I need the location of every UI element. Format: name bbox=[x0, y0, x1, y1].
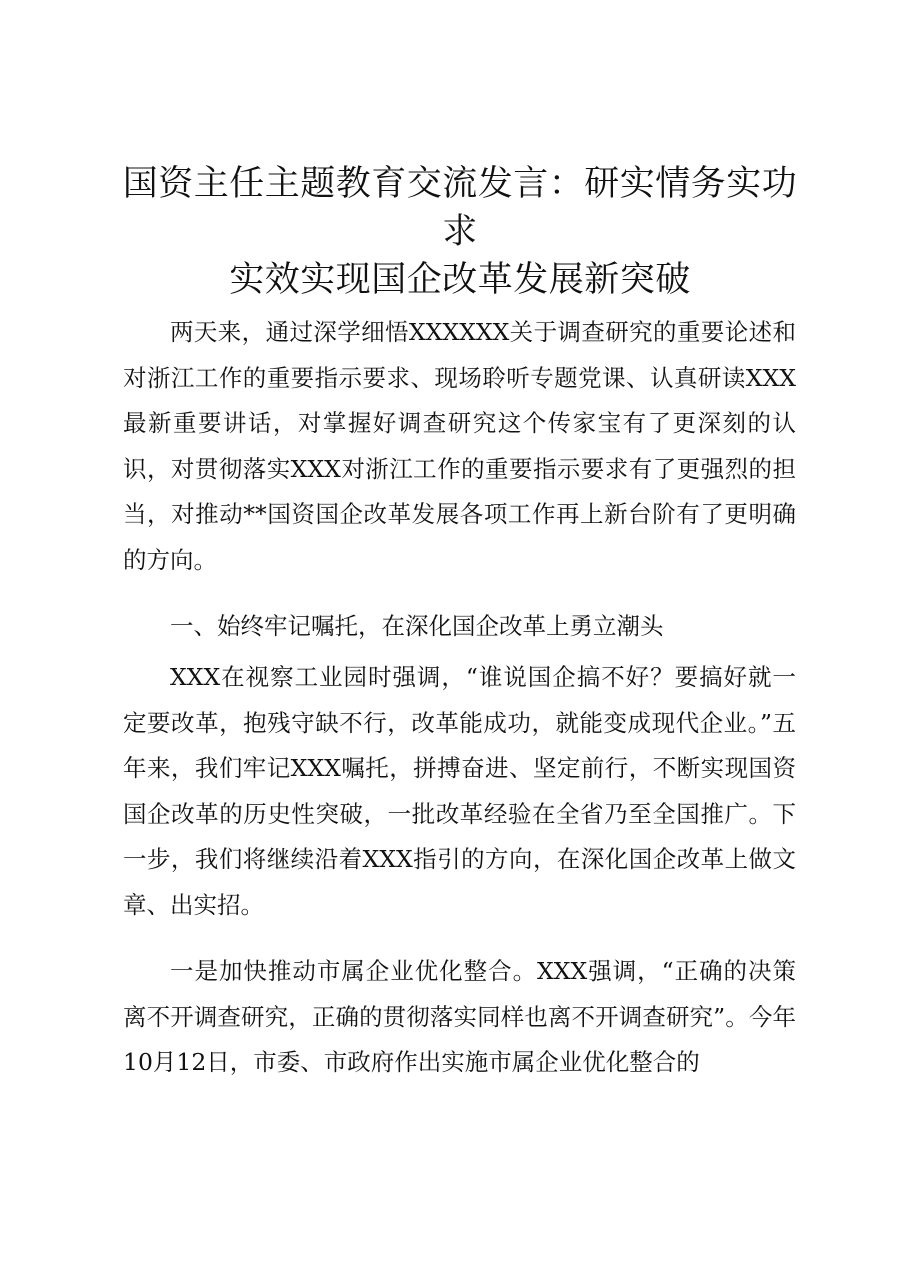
point-1-paragraph: 一是加快推动市属企业优化整合。XXX强调，“正确的决策离不开调查研究，正确的贯彻落实同样也离不开调查研究”。今年10月12日，市委、市政府作出实施市属企业优化整合的 bbox=[123, 957, 796, 1076]
section-1-paragraph: XXX在视察工业园时强调，“谁说国企搞不好？要搞好就一定要改革，抱残守缺不行，改革能成功，就能变成现代企业。”五年来，我们牢记XXX嘱托，拼搏奋进、坚定前行，不断实现国资国企改革的历史性突破，一批改革经验在全省乃至全国推广。下一步，我们将继续沿着XXX指引的方向，在深化国企改革上做文章、出实招。 bbox=[123, 663, 796, 919]
document-title-line-1: 国资主任主题教育交流发言：研实情务实功求 bbox=[122, 164, 798, 252]
document-title bbox=[110, 160, 810, 304]
document-title-line-2: 实效实现国企改革发展新突破 bbox=[229, 260, 691, 300]
intro-paragraph: 两天来，通过深学细悟XXXXXX关于调查研究的重要论述和对浙江工作的重要指示要求、现场聆听专题党课、认真研读XXX最新重要讲话，对掌握好调查研究这个传家宝有了更深刻的认识，对贯彻落实XXX对浙江工作的重要指示要求有了更强烈的担当，对推动**国资国企改革发展各项工作再上新台阶有了更明确的方向。 bbox=[123, 318, 796, 574]
section-heading-1: 一、始终牢记嘱托，在深化国企改革上勇立潮头 bbox=[170, 612, 664, 640]
